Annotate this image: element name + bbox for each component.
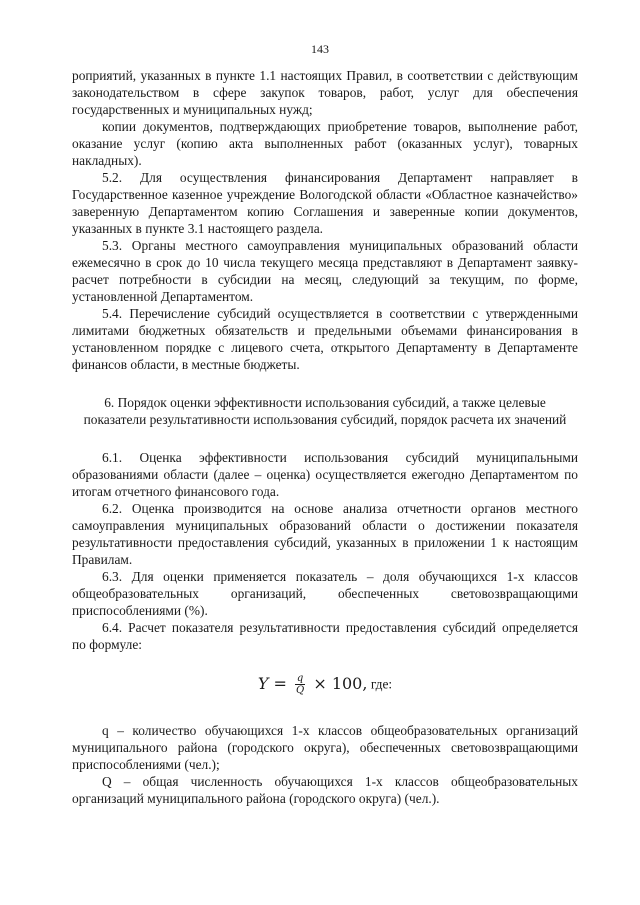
- section-heading: [72, 394, 578, 428]
- formula-suffix: где:: [370, 676, 393, 692]
- page-number: 143: [311, 42, 329, 56]
- paragraph: 6.3. Для оценки применяется показатель – доля обучающихся 1-х классов общеобразовательных организаций, обеспеченных световозвращающими приспособлениями (%).: [72, 569, 578, 618]
- paragraph: 5.4. Перечисление субсидий осуществляется в соответствии с утвержденными лимитами бюджетных обязательств и предельными объемами финансирования в установленном порядке с лицевого счета, открытого Департаменту в Департаменте финансов области, в местные бюджеты.: [72, 306, 578, 372]
- page-content: [72, 67, 578, 807]
- section-heading-line-2: показатели результативности использования субсидий, порядок расчета их значений: [83, 412, 567, 427]
- paragraph: 5.2. Для осуществления финансирования Департамент направляет в Государственное казенное учреждение Вологодской области «Областное казначейство» заверенную Департаментом копию Соглашения и заверенные копии документов, указанных в пункте 3.1 настоящего раздела.: [72, 170, 578, 236]
- paragraph: Q – общая численность обучающихся 1-х классов общеобразовательных организаций муниципального района (городского округа) (чел.).: [72, 774, 578, 806]
- paragraph: роприятий, указанных в пункте 1.1 настоящих Правил, в соответствии с действующим законодательством в сфере закупок товаров, работ, услуг для обеспечения государственных и муниципальных нужд;: [72, 68, 578, 117]
- formula-equals: =: [273, 674, 287, 693]
- paragraph: копии документов, подтверждающих приобретение товаров, выполнение работ, оказание услуг (копию акта выполненных работ (оказанных услуг), товарных накладных).: [72, 119, 578, 168]
- paragraph: 6.1. Оценка эффективности использования субсидий муниципальными образованиями области (далее – оценка) осуществляется ежегодно Департаментом по итогам отчетного финансового года.: [72, 450, 578, 499]
- paragraph: 5.3. Органы местного самоуправления муниципальных образований области ежемесячно в срок до 10 числа текущего месяца представляют в Департамент заявку-расчет потребности в субсидии на месяц, следующий за текущим, по форме, установленной Департаментом.: [72, 238, 578, 304]
- formula-numerator: q: [296, 673, 304, 684]
- formula-operator: × 100,: [313, 674, 368, 693]
- paragraph: 6.4. Расчет показателя результативности предоставления субсидий определяется по формуле:: [72, 620, 578, 652]
- formula-lhs: Y: [257, 674, 269, 693]
- formula-denominator: Q: [296, 685, 305, 696]
- section-heading-line-1: 6. Порядок оценки эффективности использования субсидий, а также целевые: [104, 395, 546, 410]
- paragraph: 6.2. Оценка производится на основе анализа отчетности органов местного самоуправления муниципальных образований области о достижении показателя результативности предоставления субсидий, указанных в приложении 1 к настоящим Правилам.: [72, 501, 578, 567]
- paragraph: q – количество обучающихся 1-х классов общеобразовательных организаций муниципального района (городского округа), обеспеченных световозвращающими приспособлениями (чел.);: [72, 723, 578, 772]
- formula: [72, 673, 578, 696]
- formula-fraction: [295, 673, 305, 696]
